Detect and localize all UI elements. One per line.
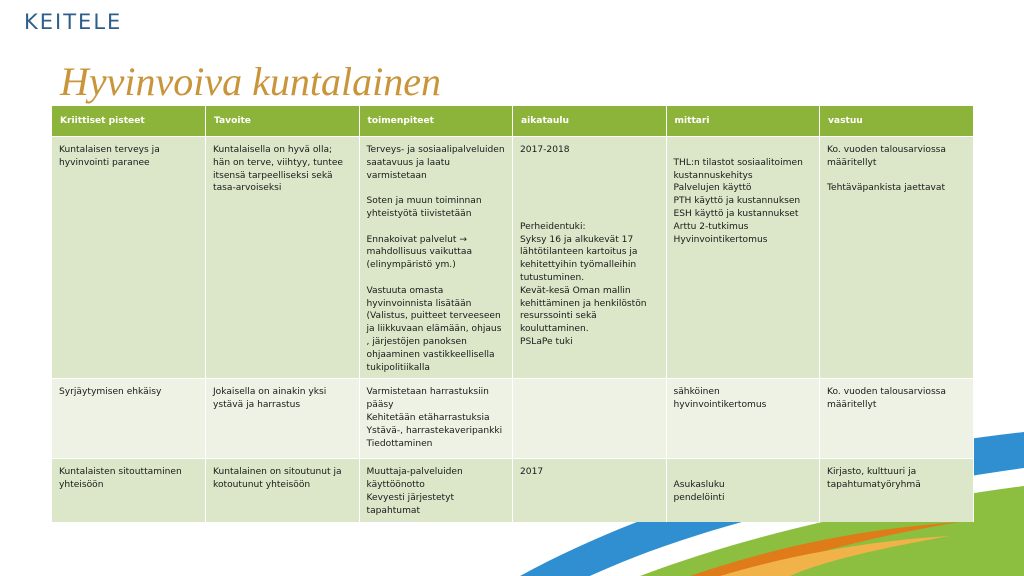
cell-mittari: sähköinen hyvinvointikertomus	[666, 379, 820, 459]
toimenpide-text: Terveys- ja sosiaalipalveluiden saatavuus ja laatu varmistetaan	[366, 145, 505, 181]
aikataulu-text: 2017-2018	[520, 145, 570, 155]
header-vastuu: vastuu	[820, 106, 974, 137]
vastuu-text: Tehtäväpankista jaettavat	[827, 183, 946, 194]
mittari-text: THL:n tilastot sosiaalitoimen kustannuskehitys Palvelujen käyttö PTH käyttö ja kustannuksen ESH käyttö ja kustannukset Arttu 2-tutkimus Hyvinvointikertomus	[673, 157, 803, 245]
header-kriittiset-pisteet: Kriittiset pisteet	[52, 106, 206, 137]
table-row	[52, 137, 973, 379]
cell-kriittiset: Kuntalaisen terveys ja hyvinvointi paranee	[52, 137, 206, 379]
cell-aikataulu	[513, 379, 667, 459]
header-tavoite: Tavoite	[206, 106, 360, 137]
cell-vastuu: Kirjasto, kulttuuri ja tapahtumatyöryhmä	[820, 459, 974, 522]
keitele-logo: KEITELE	[24, 10, 123, 34]
header-aikataulu: aikataulu	[513, 106, 667, 137]
cell-tavoite: Kuntalaisella on hyvä olla; hän on terve, viihtyy, tuntee itsensä tarpeelliseksi sekä tasa-arvoiseksi	[206, 137, 360, 379]
cell-toimenpiteet: Muuttaja-palveluiden käyttöönotto Kevyesti järjestetyt tapahtumat	[359, 459, 513, 522]
cell-aikataulu	[513, 137, 667, 379]
cell-tavoite: Kuntalainen on sitoutunut ja kotoutunut yhteisöön	[206, 459, 360, 522]
cell-toimenpiteet: Varmistetaan harrastuksiin pääsy Kehitetään etäharrastuksia Ystävä-, harrastekaveripankki Tiedottaminen	[359, 379, 513, 459]
table-header-row	[52, 106, 973, 137]
plan-table	[52, 106, 974, 522]
vastuu-text: Ko. vuoden talousarviossa määritellyt	[827, 145, 946, 168]
cell-kriittiset: Syrjäytymisen ehkäisy	[52, 379, 206, 459]
cell-kriittiset: Kuntalaisten sitouttaminen yhteisöön	[52, 459, 206, 522]
header-mittari: mittari	[666, 106, 820, 137]
cell-vastuu	[820, 137, 974, 379]
header-toimenpiteet: toimenpiteet	[359, 106, 513, 137]
cell-mittari	[666, 459, 820, 522]
page-title: Hyvinvoiva kuntalainen	[60, 59, 441, 104]
cell-vastuu: Ko. vuoden talousarviossa määritellyt	[820, 379, 974, 459]
cell-toimenpiteet	[359, 137, 513, 379]
toimenpide-text: Vastuuta omasta hyvinvoinnista lisätään (Valistus, puitteet terveeseen ja liikkuvaan elämään, ohjaus , järjestöjen panoksen ohjaaminen vastikkeellisella tukipolitiikalla	[366, 285, 502, 373]
toimenpide-text: Soten ja muun toiminnan yhteistyötä tiivistetään	[366, 196, 482, 219]
mittari-text: Asukasluku pendelöinti	[673, 480, 725, 503]
cell-aikataulu: 2017	[513, 459, 667, 522]
table-row	[52, 459, 973, 522]
toimenpide-text: Ennakoivat palvelut → mahdollisuus vaikuttaa (elinympäristö ym.)	[366, 234, 473, 271]
cell-tavoite: Jokaisella on ainakin yksi ystävä ja harrastus	[206, 379, 360, 459]
cell-mittari	[666, 137, 820, 379]
table-row	[52, 379, 973, 459]
aikataulu-text: Perheidentuki: Syksy 16 ja alkukevät 17 lähtötilanteen kartoitus ja kehitettyihin työmalleihin tutustuminen. Kevät-kesä Oman mallin kehittäminen ja henkilöstön resurssointi sekä kouluttaminen. PSLaPe tuki	[520, 221, 647, 347]
